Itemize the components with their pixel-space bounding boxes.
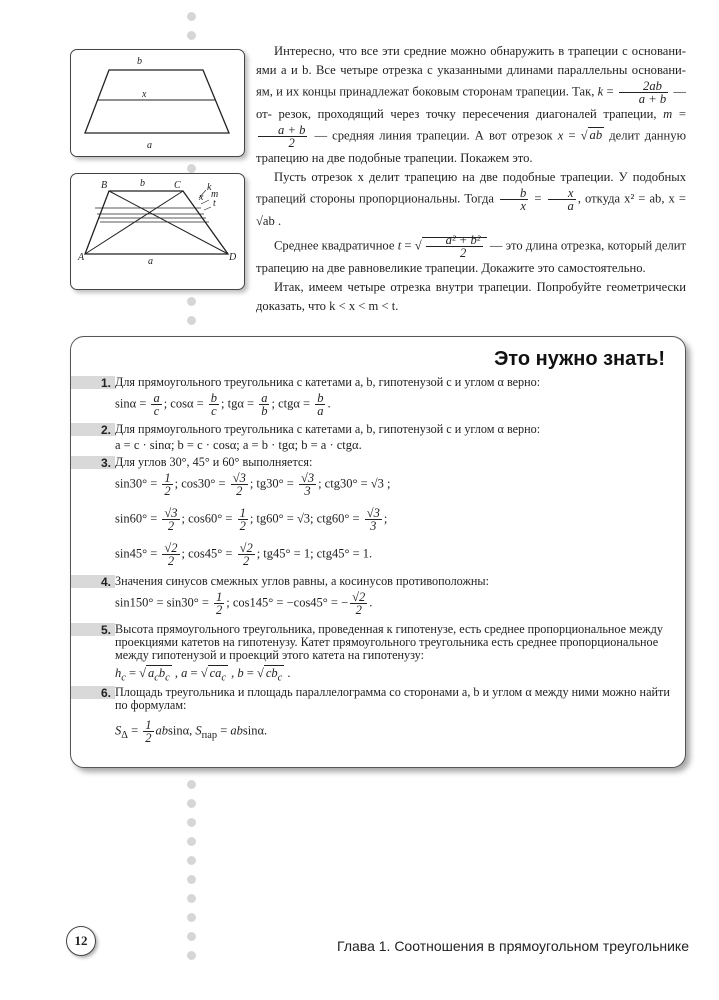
binding-hole [187, 913, 196, 922]
item-text-2: Для прямоугольного треугольника с катетами a, b, гипотенузой c и углом α верно: [115, 422, 541, 436]
item-text-4: Значения синусов смежных углов равны, а косинусов противоположны: [115, 574, 489, 588]
item-text-3: Для углов 30°, 45° и 60° выполняется: [115, 455, 313, 469]
formula-3a: sin30° = $\frac{1}{2}$ ; cos30° = $\frac{√3}{2}$ ; tg30° = $\frac{√3}{3}$ ; ctg30° = √3 ; [115, 471, 391, 498]
formula-4: sin150° = sin30° = $\frac{1}{2}$ ; cos145° = −cos45° = − $\frac{√2}{2}$ . [115, 590, 373, 617]
binding-hole [187, 818, 196, 827]
fig2-label-m: m [211, 189, 219, 200]
formula-2: a = c · sinα; b = c · cosα; a = b · tgα; b = a · ctgα. [115, 438, 362, 452]
formula-6: $S_\Delta$ = $\frac{1}{2}$ absinα, $S_{пар} = absin\alpha$. [115, 718, 268, 745]
binding-hole [187, 932, 196, 941]
trapezoid-1-drawing [71, 50, 246, 158]
fig2-label-D: D [229, 252, 237, 263]
m-fraction: $\frac{a + b}{2}$ [258, 124, 307, 149]
item-number: 3. [100, 456, 111, 470]
binding-hole [187, 799, 196, 808]
binding-hole [187, 875, 196, 884]
trapezoid-figure-2 [70, 173, 245, 290]
trapezoid-figure-1 [70, 49, 245, 157]
item-text-6: Площадь треугольника и площадь параллелограмма со сторонами a, b и углом α между ними можно найти по формулам: [115, 685, 670, 712]
formula-3b: sin60° = $\frac{√3}{2}$ ; cos60° = $\frac{1}{2}$ ; tg60° = √3; ctg60° = $\frac{√3}{3}$ ; [115, 506, 388, 533]
formula-1: sinα = $\frac{a}{c}$ ; cosα = $\frac{b}{c}$ ; tgα = $\frac{a}{b}$ ; ctgα = $\frac{b}{a}$ . [115, 391, 331, 418]
item-number: 4. [100, 575, 111, 589]
fig2-label-B: B [101, 180, 108, 191]
binding-hole [187, 780, 196, 789]
fig1-label-x: x [142, 89, 147, 100]
fig2-label-k: k [207, 182, 212, 193]
binding-hole [187, 856, 196, 865]
item-text-1: Для прямоугольного треугольника с катетами a, b, гипотенузой c и углом α верно: [115, 375, 541, 389]
binding-hole [187, 12, 196, 21]
paragraph-1: Интересно, что все эти средние можно обнаружить в трапеции с основани- ями a и b. Все четыре отрезка с указанными длинами параллельны основани- ям, и их концы принадлежат боковым сторонам трапеции. Так, k = $\frac{2ab}{a + b}$ — от- резок, проходящий через точку пересечения диагоналей трапеции, m = $\frac{a + b}{2}$ — средняя линия трапеции. А вот отрезок x = √ ab делит данную трапецию на две подобные трапеции. Покажем это. [256, 44, 686, 165]
fig2-label-x: x [199, 192, 204, 203]
fig1-label-a: a [147, 140, 152, 151]
fig1-label-b: b [137, 56, 142, 67]
fig2-label-b: b [140, 178, 145, 189]
fig2-label-A: A [78, 252, 85, 263]
binding-hole [187, 951, 196, 960]
paragraph-4: Итак, имеем четыре отрезка внутри трапеции. Попробуйте геометрически доказать, что k < x < m < t. [256, 280, 686, 313]
box-title: Это нужно знать! [494, 348, 665, 370]
trapezoid-2-drawing [71, 174, 246, 291]
item-number: 1. [100, 376, 111, 390]
must-know-box [70, 336, 686, 768]
fig2-label-t: t [213, 198, 216, 209]
item-number: 2. [100, 423, 111, 437]
item-text-5: Высота прямоугольного треугольника, проведенная к гипотенузе, есть среднее пропорциональное между проекциями катетов на гипотенузу. Катет прямоугольного треугольника есть среднее пропорциональное между гипотенузой и проекций этого катета на гипотенузу: [115, 622, 663, 662]
binding-hole [187, 31, 196, 40]
fig2-label-a: a [148, 256, 153, 267]
binding-hole [187, 837, 196, 846]
fig2-label-C: C [174, 180, 181, 191]
paragraph-3: Среднее квадратичное t = √ $\frac{\text{a² + b²}}{2}$ — это длина отрезка, который делит трапецию на две равновеликие трапеции. Докажите это самостоятельно. [256, 233, 686, 275]
formula-5: $h_c$ = √ $a_cb_c$ , a = √ $ca_c$ , b = √ $cb_c$ . [115, 666, 291, 684]
binding-hole [187, 297, 196, 306]
formula-3c: sin45° = $\frac{√2}{2}$ ; cos45° = $\frac{√2}{2}$ ; tg45° = 1; ctg45° = 1. [115, 541, 373, 568]
paragraph-2: Пусть отрезок x делит трапецию на две подобные трапеции. У подобных трапеций стороны пропорциональны. Тогда $\frac{b}{x}$ = $\frac{x}{a}$ , откуда x² = ab, x = √ab . [256, 170, 686, 228]
binding-hole [187, 316, 196, 325]
trapezoid-means-text [256, 42, 686, 316]
item-number: 6. [100, 686, 111, 700]
binding-hole [187, 894, 196, 903]
chapter-title: Глава 1. Соотношения в прямоугольном треугольнике [337, 938, 689, 954]
page-number: 12 [66, 926, 96, 956]
k-fraction: $\frac{2ab}{a + b}$ [619, 80, 668, 105]
item-number: 5. [100, 623, 111, 637]
binding-hole [187, 164, 196, 173]
